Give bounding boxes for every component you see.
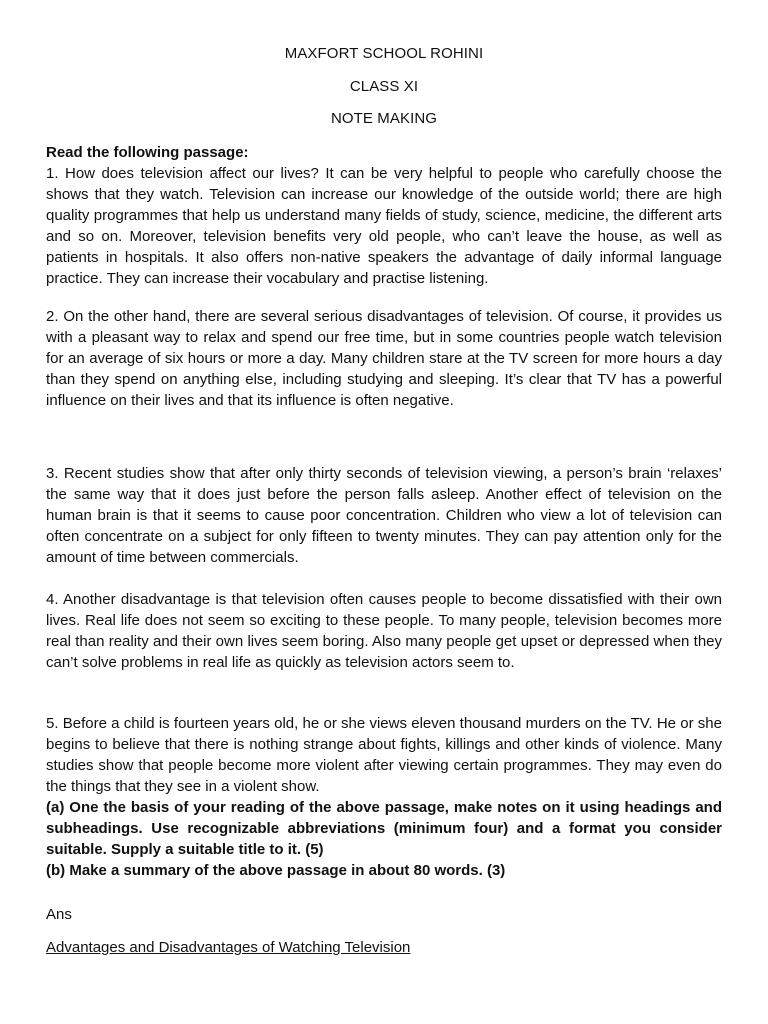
paragraph-5-block bbox=[46, 713, 722, 881]
passage-block bbox=[46, 142, 722, 289]
instruction-text: Read the following passage: bbox=[46, 144, 249, 161]
paragraph-3-block bbox=[46, 463, 722, 568]
topic-title: NOTE MAKING bbox=[330, 110, 438, 127]
school-name: MAXFORT SCHOOL ROHINI bbox=[284, 45, 484, 62]
paragraph-2: 2. On the other hand, there are several serious disadvantages of television. Of course, it provides us with a pleasant way to relax and spend our free time, but in some countries people watch television for an average of six hours or more a day. Many children stare at the TV screen for more hours a day than they spend on anything else, including studying and sleeping. It’s clear that TV has a powerful influence on their lives and that its influence is often negative. bbox=[46, 308, 722, 409]
paragraph-3: 3. Recent studies show that after only thirty seconds of television viewing, a person’s brain ‘relaxes’ the same way that it does just before the person falls asleep. Another effect of television on the human brain is that it seems to cause poor concentration. Children who view a lot of television can often concentrate on a subject for only fifteen to twenty minutes. They can pay attention only for the amount of time between commercials. bbox=[46, 465, 722, 566]
answer-label: Ans bbox=[46, 906, 72, 923]
class-name: CLASS XI bbox=[349, 78, 419, 95]
paragraph-5: 5. Before a child is fourteen years old, he or she views eleven thousand murders on the TV. He or she begins to believe that there is nothing strange about fights, killings and other kinds of violence. Many studies show that people become more violent after viewing certain programmes. They may even do the things that they see in a violent show. bbox=[46, 715, 722, 795]
paragraph-1: 1. How does television affect our lives? It can be very helpful to people who carefully choose the shows that they watch. Television can increase our knowledge of the outside world; there are high quality programmes that help us understand many fields of study, science, medicine, the different arts and so on. Moreover, television benefits very old people, who can’t leave the house, as well as patients in hospitals. It also offers non-native speakers the advantage of daily informal language practice. They can increase their vocabulary and practise listening. bbox=[46, 165, 722, 287]
paragraph-4: 4. Another disadvantage is that television often causes people to become dissatisfied with their own lives. Real life does not seem so exciting to these people. To many people, television becomes more real than reality and their own lives seem boring. Also many people get upset or depressed when they can’t solve problems in real life as quickly as television actors seem to. bbox=[46, 591, 722, 671]
paragraph-2-block bbox=[46, 306, 722, 411]
answer-title: Advantages and Disadvantages of Watching Television bbox=[46, 939, 411, 956]
question-a: (a) One the basis of your reading of the above passage, make notes on it using headings and subheadings. Use recognizable abbreviations (minimum four) and a format you consider suitable. Supply a suitable title to it. (5) bbox=[46, 799, 722, 858]
question-b: (b) Make a summary of the above passage in about 80 words. (3) bbox=[46, 862, 506, 879]
paragraph-4-block bbox=[46, 589, 722, 673]
